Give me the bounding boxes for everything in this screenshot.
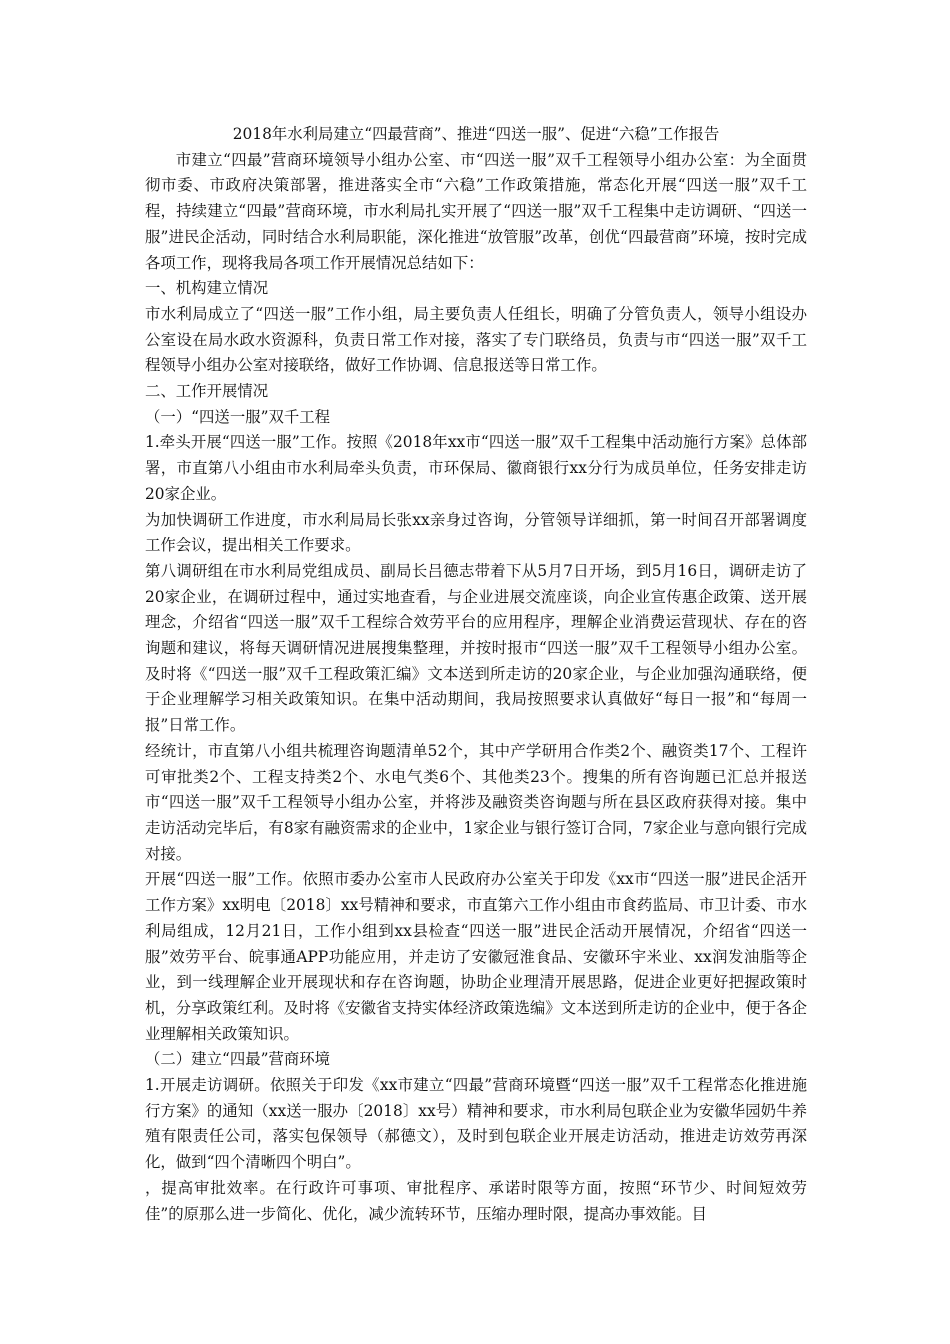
section-heading: 二、工作开展情况: [145, 382, 269, 401]
paragraph: 开展“四送一服”工作。依照市委办公室市人民政府办公室关于印发《xx市“四送一服”进民企活开工作方案》xx明电〔2018〕xx号精神和要求，市直第六工作小组由市食药监局、市卫计委、市水利局组成，12月21日，工作小组到xx县检查“四送一服”进民企活动开展情况，介绍省“四送一服”效劳平台、皖事通APP功能应用，并走访了安徽冠淮食品、安徽环宇米业、xx润发油脂等企业，到一线理解企业开展现状和存在咨询题，协助企业理清开展思路，促进企业更好把握政策时机，分享政策红利。及时将《安徽省支持实体经济政策选编》文本送到所走访的企业中，便于各企业理解相关政策知识。: [145, 870, 807, 1043]
paragraph: 第八调研组在市水利局党组成员、副局长吕德志带着下从5月7日开场，到5月16日，调研走访了20家企业，在调研过程中，通过实地查看，与企业进展交流座谈，向企业宣传惠企政策、送开展理念，介绍省“四送一服”双千工程综合效劳平台的应用程序，理解企业消费运营现状、存在的咨询题和建议，将每天调研情况进展搜集整理，并按时报市“四送一服”双千工程领导小组办公室。及时将《“四送一服”双千工程政策汇编》文本送到所走访的20家企业，与企业加强沟通联络，便于企业理解学习相关政策知识。在集中活动期间，我局按照要求认真做好“每日一报”和“每周一报”日常工作。: [145, 561, 807, 735]
paragraph: 1.牵头开展“四送一服”工作。按照《2018年xx市“四送一服”双千工程集中活动施行方案》总体部署，市直第八小组由市水利局牵头负责，市环保局、徽商银行xx分行为成员单位，任务安排走访20家企业。: [145, 433, 807, 503]
document-body: [145, 148, 807, 1228]
paragraph: 市水利局成立了“四送一服”工作小组，局主要负责人任组长，明确了分管负责人，领导小组设办公室设在局水政水资源科，负责日常工作对接，落实了专门联络员，负责与市“四送一服”双千工程领导小组办公室对接联络，做好工作协调、信息报送等日常工作。: [145, 304, 807, 375]
section-heading: （一）“四送一服”双千工程: [145, 407, 331, 426]
paragraph: 1.开展走访调研。依照关于印发《xx市建立“四最”营商环境暨“四送一服”双千工程常态化推进施行方案》的通知（xx送一服办〔2018〕xx号）精神和要求，市水利局包联企业为安徽华园奶牛养殖有限责任公司，落实包保领导（郝德文），及时到包联企业开展走访活动，推进走访效劳再深化，做到“四个清晰四个明白”。: [145, 1076, 807, 1172]
paragraph: 市建立“四最”营商环境领导小组办公室、市“四送一服”双千工程领导小组办公室：为全面贯彻市委、市政府决策部署，推进落实全市“六稳”工作政策措施，常态化开展“四送一服”双千工程，持续建立“四最”营商环境，市水利局扎实开展了“四送一服”双千工程集中走访调研、“四送一服”进民企活动，同时结合水利局职能，深化推进“放管服”改革，创优“四最营商”环境，按时完成各项工作，现将我局各项工作开展情况总结如下：: [145, 150, 807, 272]
paragraph: 经统计，市直第八小组共梳理咨询题清单52个，其中产学研用合作类2个、融资类17个、工程许可审批类2个、工程支持类2个、水电气类6个、其他类23个。搜集的所有咨询题已汇总并报送市“四送一服”双千工程领导小组办公室，并将涉及融资类咨询题与所在县区政府获得对接。集中走访活动完毕后，有8家有融资需求的企业中，1家企业与银行签订合同，7家企业与意向银行完成对接。: [145, 741, 807, 863]
section-heading: 一、机构建立情况: [145, 279, 269, 298]
document-title: 2018年水利局建立“四最营商”、推进“四送一服”、促进“六稳”工作报告: [232, 125, 720, 143]
section-heading: （二）建立“四最”营商环境: [145, 1050, 331, 1069]
document-page: [145, 122, 807, 1227]
paragraph: ，提高审批效率。在行政许可事项、审批程序、承诺时限等方面，按照“环节少、时间短效劳佳”的原那么进一步简化、优化，减少流转环节，压缩办理时限，提高办事效能。目: [145, 1178, 807, 1223]
paragraph: 为加快调研工作进度，市水利局局长张xx亲身过咨询，分管领导详细抓，第一时间召开部署调度工作会议，提出相关工作要求。: [145, 510, 807, 555]
